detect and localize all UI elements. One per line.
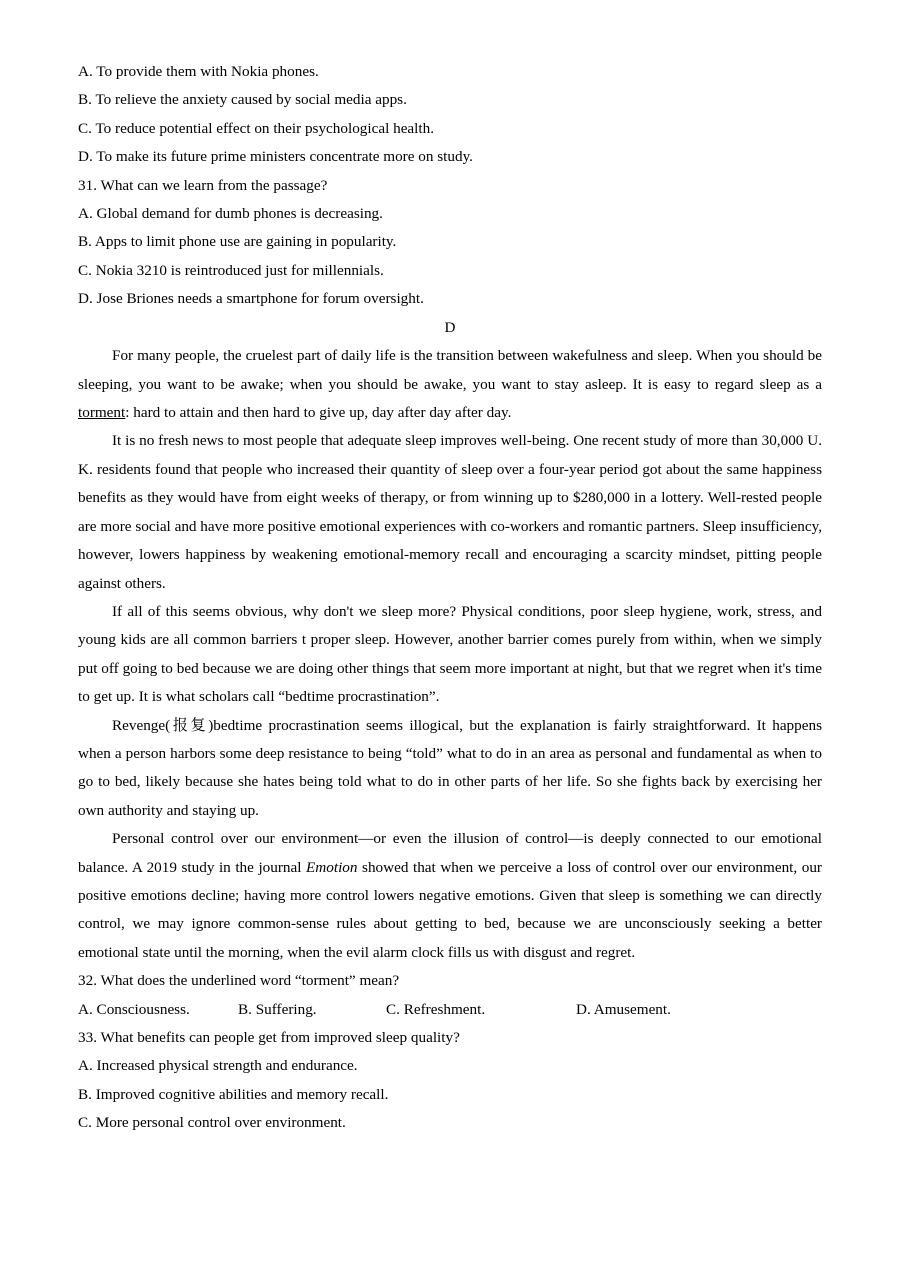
option-line: A. Global demand for dumb phones is decreasing. bbox=[78, 205, 383, 223]
option-line: C. More personal control over environment. bbox=[78, 1114, 346, 1132]
paragraph-1-text-b: : hard to attain and then hard to give up, day after day after day. bbox=[125, 404, 512, 422]
section-letter: D bbox=[444, 318, 456, 336]
passage-paragraph-2: It is no fresh news to most people that adequate sleep improves well-being. One recent study of more than 30,000 U. K. residents found that people who increased their quantity of sleep over a four-year period got about the same happiness benefits as they would have from eight weeks of therapy, or from winning up to $280,000 in a lottery. Well-rested people are more social and have more positive emotional experiences with co-workers and romantic partners. Sleep insufficiency, however, lowers happiness by weakening emotional-memory recall and encouraging a scarcity mindset, pitting people against others. bbox=[78, 432, 822, 592]
option-line: D. To make its future prime ministers concentrate more on study. bbox=[78, 148, 473, 166]
option-line: D. Jose Briones needs a smartphone for forum oversight. bbox=[78, 290, 424, 308]
option-c: C. Refreshment. bbox=[386, 1000, 486, 1018]
option-line: B. Apps to limit phone use are gaining in popularity. bbox=[78, 233, 397, 251]
paragraph-5-text-b: showed that when we perceive a loss of control over our environment, our positive emotions decline; having more control lowers negative emotions. Given that sleep is something we can directly control, we may ignore common-sense rules about getting to bed, because we are unconsciously seeking a better emotional state until the morning, when the evil alarm clock fills us with disgust and regret. bbox=[78, 858, 822, 961]
option-line: C. Nokia 3210 is reintroduced just for millennials. bbox=[78, 261, 384, 279]
question-32-stem: 32. What does the underlined word “torment” mean? bbox=[78, 972, 400, 990]
option-b: B. Suffering. bbox=[238, 1000, 317, 1018]
question-32-options-row bbox=[78, 996, 822, 1024]
option-line: B. Improved cognitive abilities and memory recall. bbox=[78, 1085, 389, 1103]
paragraph-1-text-a: For many people, the cruelest part of daily life is the transition between wakefulness and sleep. When you should be sleeping, you want to be awake; when you should be awake, you want to stay asleep. It is easy to regard sleep as a bbox=[78, 347, 822, 393]
passage-paragraph-3: If all of this seems obvious, why don't we sleep more? Physical conditions, poor sleep hygiene, work, stress, and young kids are all common barriers t proper sleep. However, another barrier comes purely from within, when we simply put off going to bed because we are doing other things that seem more important at night, but that we regret when it's time to get up. It is what scholars call “bedtime procrastination”. bbox=[78, 602, 822, 706]
passage-paragraph-1 bbox=[78, 342, 822, 427]
passage-paragraph-4: Revenge(报复)bedtime procrastination seems illogical, but the explanation is fairly straightforward. It happens when a person harbors some deep resistance to being “told” what to do in an area as personal and fundamental as when to go to bed, likely because she hates being told what to do in other parts of her life. So she fights back by exercising her own authority and staying up. bbox=[78, 716, 822, 819]
option-line: B. To relieve the anxiety caused by social media apps. bbox=[78, 91, 407, 109]
document-body bbox=[78, 58, 822, 1138]
option-a: A. Consciousness. bbox=[78, 1000, 190, 1018]
option-line: A. To provide them with Nokia phones. bbox=[78, 63, 319, 80]
paragraph-5-text-a: Personal control over our environment—or even the illusion of control—is deeply connected to our emotional balance. A 2019 study in the journal bbox=[78, 830, 822, 876]
option-line: C. To reduce potential effect on their psychological health. bbox=[78, 119, 435, 137]
passage-paragraph-5 bbox=[78, 825, 822, 967]
underlined-word-torment: torment bbox=[78, 404, 126, 422]
journal-name-emotion: Emotion bbox=[306, 858, 358, 876]
question-33-stem: 33. What benefits can people get from improved sleep quality? bbox=[78, 1029, 460, 1046]
option-line: A. Increased physical strength and endurance. bbox=[78, 1057, 358, 1075]
option-d: D. Amusement. bbox=[576, 1000, 671, 1018]
question-31-stem: 31. What can we learn from the passage? bbox=[78, 176, 328, 194]
